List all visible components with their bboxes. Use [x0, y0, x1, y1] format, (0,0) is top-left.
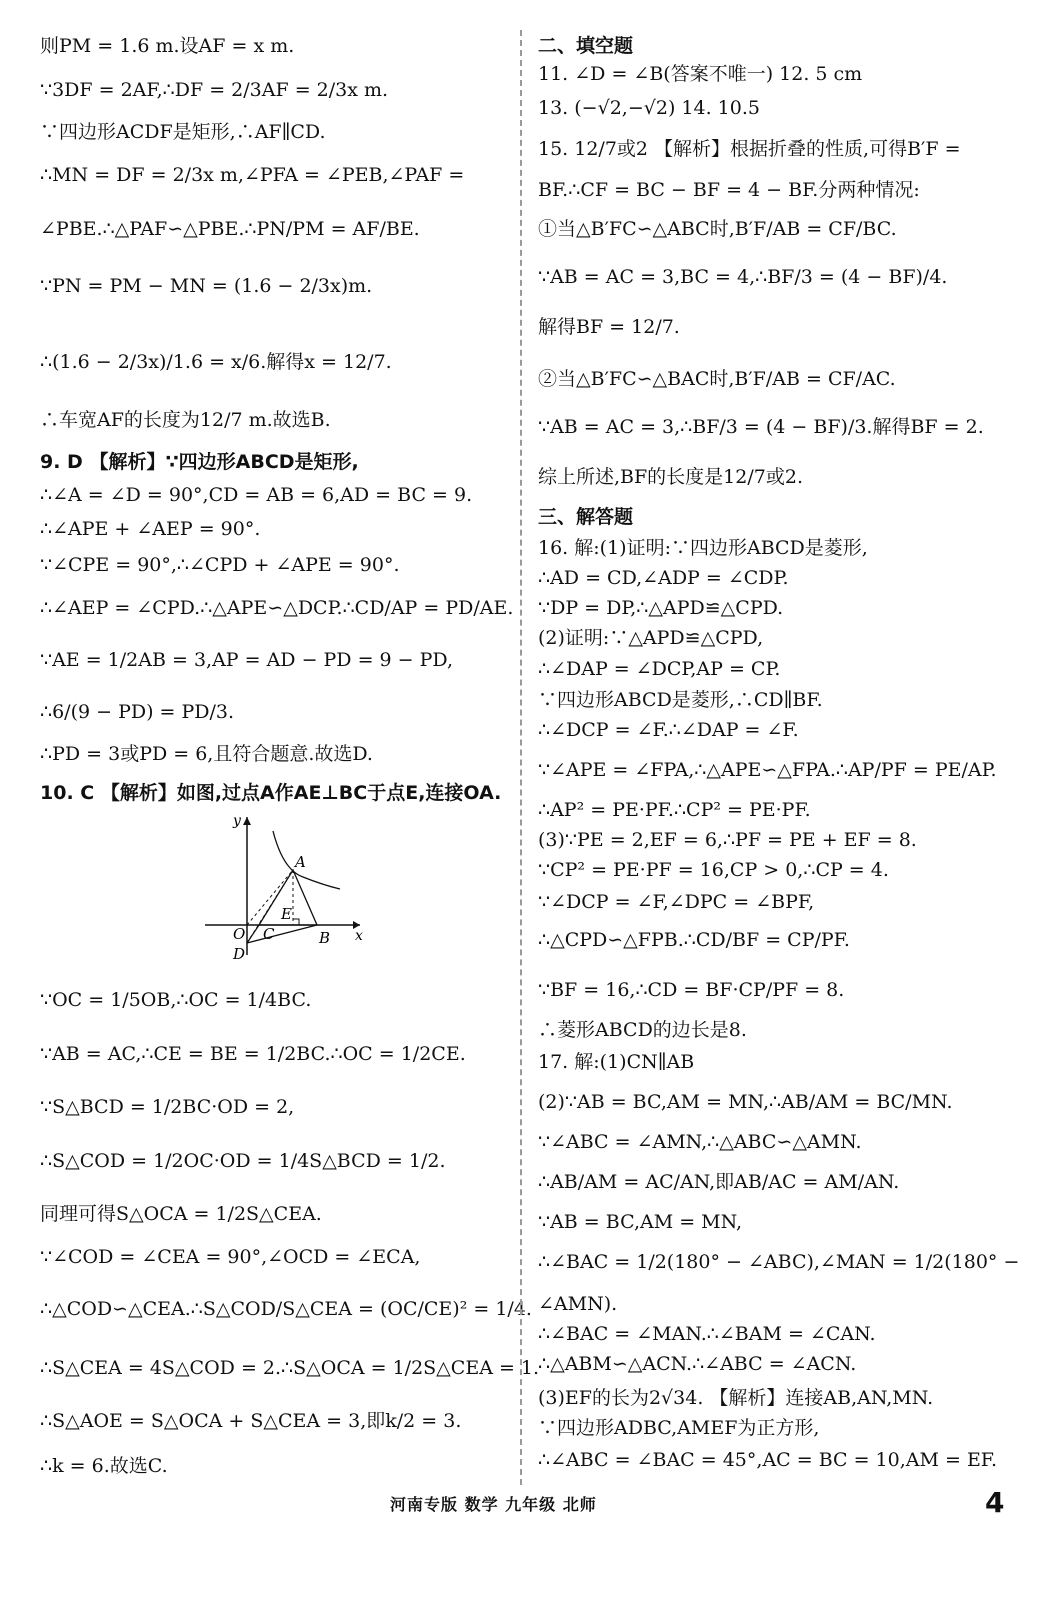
left-line: ∴6/(9 − PD) = PD/3.: [40, 701, 235, 723]
left-line: ∴∠A = ∠D = 90°,CD = AB = 6,AD = BC = 9.: [40, 484, 473, 506]
point-a-label: A: [295, 853, 306, 871]
left-line: ∴车宽AF的长度为12/7 m.故选B.: [40, 409, 331, 431]
right-line: 二、填空题: [538, 35, 634, 57]
left-line: 9. D 【解析】∵四边形ABCD是矩形,: [40, 451, 359, 473]
left-line: ∵3DF = 2AF,∴DF = 2/3AF = 2/3x m.: [40, 79, 389, 101]
right-line: ∵四边形ADBC,AMEF为正方形,: [538, 1417, 820, 1439]
left-line: ∴∠AEP = ∠CPD.∴△APE∽△DCP.∴CD/AP = PD/AE.: [40, 597, 514, 619]
left-line: 10. C 【解析】如图,过点A作AE⊥BC于点E,连接OA.: [40, 782, 502, 804]
right-line: (2)证明:∵△APD≌△CPD,: [538, 627, 764, 649]
right-line: ∵BF = 16,∴CD = BF·CP/PF = 8.: [538, 979, 845, 1001]
right-line: 综上所述,BF的长度是12/7或2.: [538, 466, 803, 488]
point-c-label: C: [263, 925, 275, 943]
page-number: 4: [985, 1486, 1005, 1519]
left-line: ∵AB = AC,∴CE = BE = 1/2BC.∴OC = 1/2CE.: [40, 1043, 466, 1065]
right-line: (3)EF的长为2√34. 【解析】连接AB,AN,MN.: [538, 1387, 934, 1409]
right-line: ∴AB/AM = AC/AN,即AB/AC = AM/AN.: [538, 1171, 900, 1193]
right-line: ∴AD = CD,∠ADP = ∠CDP.: [538, 567, 789, 589]
right-line: BF.∴CF = BC − BF = 4 − BF.分两种情况:: [538, 179, 920, 201]
y-axis-label: y: [233, 815, 241, 829]
right-line: 16. 解:(1)证明:∵四边形ABCD是菱形,: [538, 537, 868, 559]
left-line: ∴S△COD = 1/2OC·OD = 1/4S△BCD = 1/2.: [40, 1150, 446, 1172]
right-line: ∵四边形ABCD是菱形,∴CD∥BF.: [538, 689, 823, 711]
right-line: ∴∠BAC = ∠MAN.∴∠BAM = ∠CAN.: [538, 1323, 876, 1345]
left-line: ∵四边形ACDF是矩形,∴AF∥CD.: [40, 121, 326, 143]
right-line: ∴∠ABC = ∠BAC = 45°,AC = BC = 10,AM = EF.: [538, 1449, 998, 1471]
right-line: ①当△B′FC∽△ABC时,B′F/AB = CF/BC.: [538, 218, 897, 240]
left-line: ∵AE = 1/2AB = 3,AP = AD − PD = 9 − PD,: [40, 649, 454, 671]
left-line: 同理可得S△OCA = 1/2S△CEA.: [40, 1203, 322, 1225]
left-line: ∠PBE.∴△PAF∽△PBE.∴PN/PM = AF/BE.: [40, 218, 420, 240]
right-line: (2)∵AB = BC,AM = MN,∴AB/AM = BC/MN.: [538, 1091, 953, 1113]
right-line: ∴△ABM∽△ACN.∴∠ABC = ∠ACN.: [538, 1353, 857, 1375]
right-line: ∵CP² = PE·PF = 16,CP > 0,∴CP = 4.: [538, 859, 889, 881]
right-line: ∵DP = DP,∴△APD≌△CPD.: [538, 597, 784, 619]
right-line: ∵AB = AC = 3,BC = 4,∴BF/3 = (4 − BF)/4.: [538, 266, 948, 288]
left-line: ∵S△BCD = 1/2BC·OD = 2,: [40, 1096, 295, 1118]
right-line: ∵AB = AC = 3,∴BF/3 = (4 − BF)/3.解得BF = 2.: [538, 416, 984, 438]
left-line: ∵PN = PM − MN = (1.6 − 2/3x)m.: [40, 275, 373, 297]
left-line: ∴S△AOE = S△OCA + S△CEA = 3,即k/2 = 3.: [40, 1410, 462, 1432]
left-line: ∴k = 6.故选C.: [40, 1455, 168, 1477]
left-line: ∵∠COD = ∠CEA = 90°,∠OCD = ∠ECA,: [40, 1246, 421, 1268]
right-line: ②当△B′FC∽△BAC时,B′F/AB = CF/AC.: [538, 368, 896, 390]
coordinate-figure: [195, 815, 365, 965]
right-line: ∵∠DCP = ∠F,∠DPC = ∠BPF,: [538, 891, 815, 913]
right-line: ∠AMN).: [538, 1293, 618, 1315]
left-line: ∴(1.6 − 2/3x)/1.6 = x/6.解得x = 12/7.: [40, 351, 392, 373]
right-line: 17. 解:(1)CN∥AB: [538, 1051, 695, 1073]
column-divider: [520, 30, 522, 1485]
right-line: ∵∠ABC = ∠AMN,∴△ABC∽△AMN.: [538, 1131, 862, 1153]
point-e-label: E: [281, 905, 292, 923]
left-line: 则PM = 1.6 m.设AF = x m.: [40, 35, 295, 57]
right-line: 15. 12/7或2 【解析】根据折叠的性质,可得B′F =: [538, 138, 961, 160]
right-line: ∴∠BAC = 1/2(180° − ∠ABC),∠MAN = 1/2(180° −: [538, 1251, 1020, 1273]
right-line: ∴△CPD∽△FPB.∴CD/BF = CP/PF.: [538, 929, 850, 951]
left-line: ∴△COD∽△CEA.∴S△COD/S△CEA = (OC/CE)² = 1/4.: [40, 1298, 532, 1320]
x-axis-label: x: [355, 928, 363, 944]
left-line: ∵OC = 1/5OB,∴OC = 1/4BC.: [40, 989, 312, 1011]
right-line: 13. (−√2,−√2) 14. 10.5: [538, 97, 760, 119]
left-line: ∴PD = 3或PD = 6,且符合题意.故选D.: [40, 743, 373, 765]
right-line: (3)∵PE = 2,EF = 6,∴PF = PE + EF = 8.: [538, 829, 917, 851]
right-line: ∴菱形ABCD的边长是8.: [538, 1019, 747, 1041]
right-line: ∴∠DAP = ∠DCP,AP = CP.: [538, 658, 781, 680]
left-line: ∴S△CEA = 4S△COD = 2.∴S△OCA = 1/2S△CEA = 1.: [40, 1357, 540, 1379]
left-line: ∵∠CPE = 90°,∴∠CPD + ∠APE = 90°.: [40, 554, 400, 576]
right-line: ∴AP² = PE·PF.∴CP² = PE·PF.: [538, 799, 811, 821]
right-line: ∴∠DCP = ∠F.∴∠DAP = ∠F.: [538, 719, 799, 741]
point-d-label: D: [233, 945, 246, 963]
point-o-label: O: [233, 925, 246, 943]
right-line: ∵AB = BC,AM = MN,: [538, 1211, 743, 1233]
left-line: ∴MN = DF = 2/3x m,∠PFA = ∠PEB,∠PAF =: [40, 164, 465, 186]
right-line: ∵∠APE = ∠FPA,∴△APE∽△FPA.∴AP/PF = PE/AP.: [538, 759, 997, 781]
footer-edition: 河南专版 数学 九年级 北师: [390, 1495, 597, 1514]
left-line: ∴∠APE + ∠AEP = 90°.: [40, 518, 261, 540]
right-line: 11. ∠D = ∠B(答案不唯一) 12. 5 cm: [538, 63, 863, 85]
right-line: 解得BF = 12/7.: [538, 316, 680, 338]
point-b-label: B: [319, 929, 331, 947]
right-line: 三、解答题: [538, 506, 634, 528]
